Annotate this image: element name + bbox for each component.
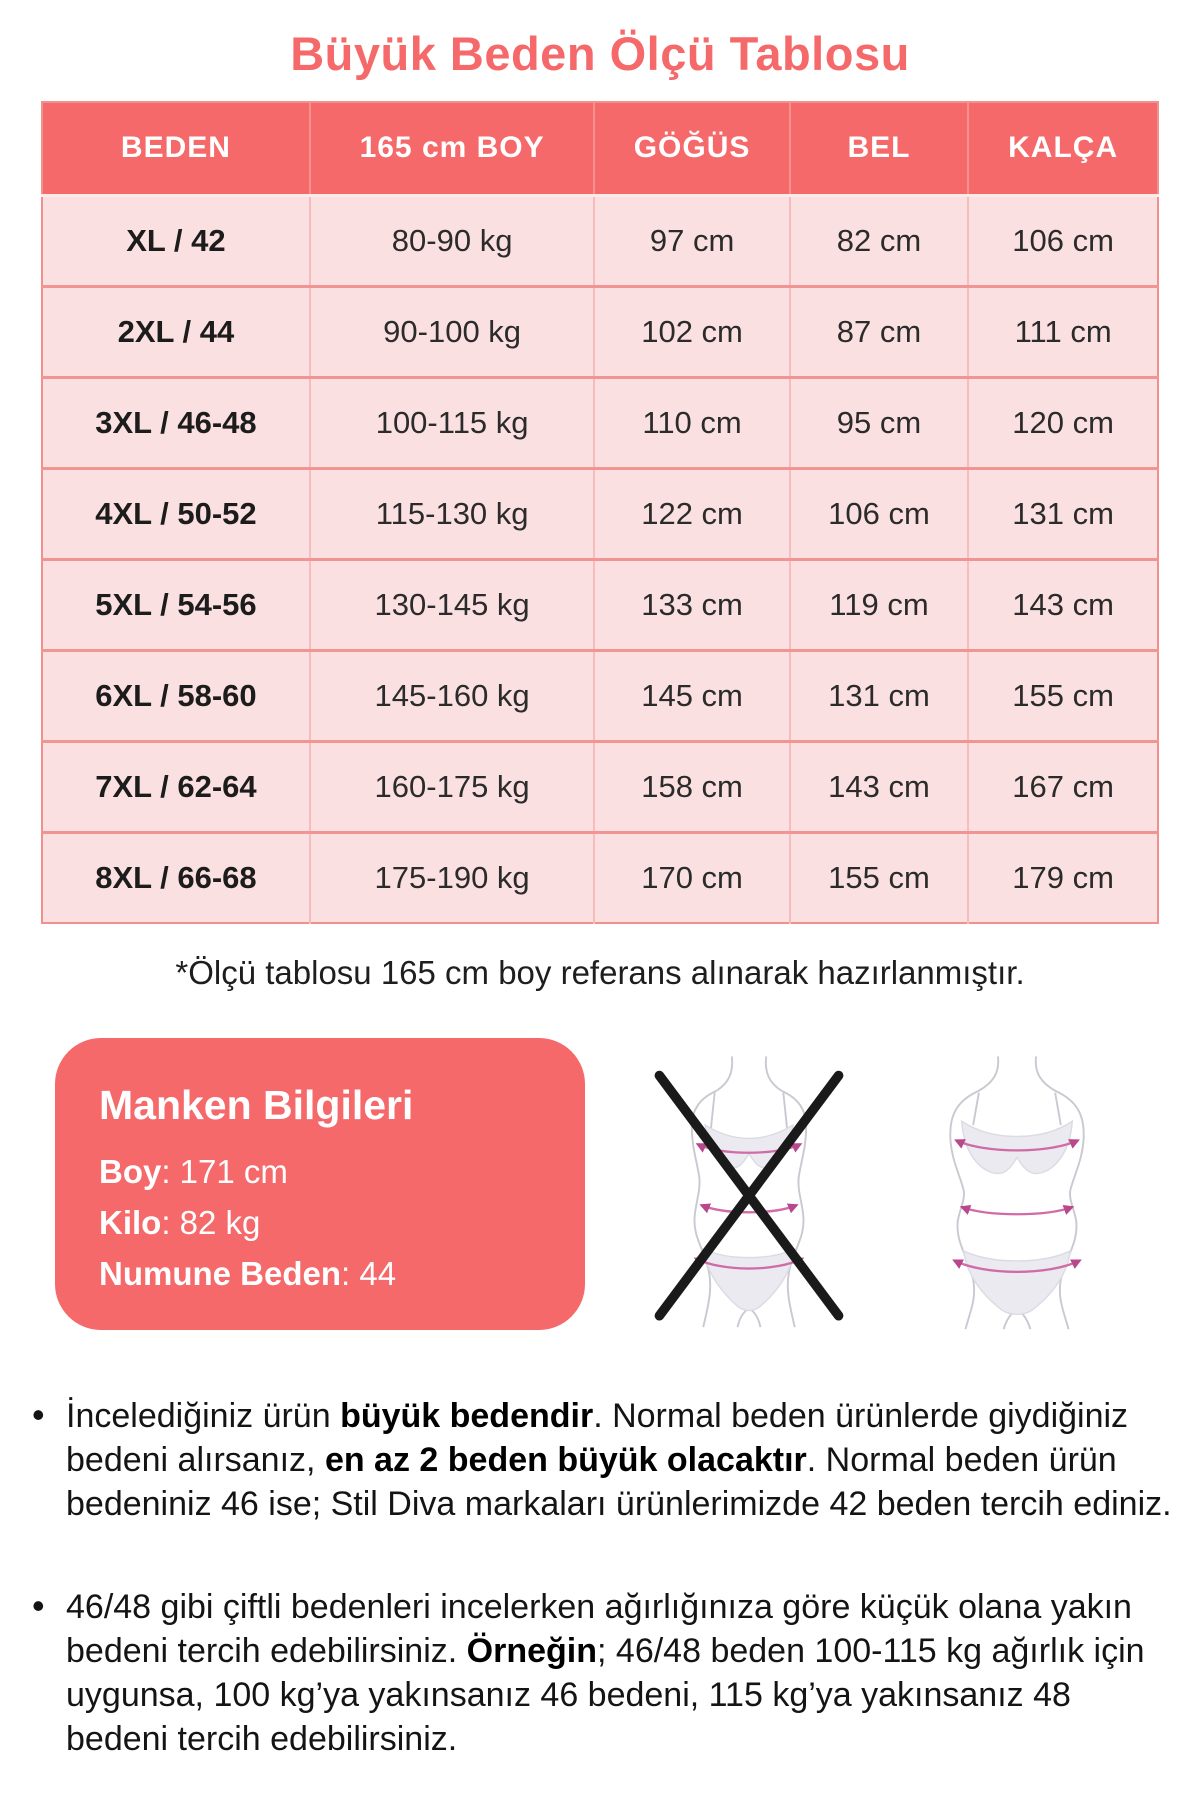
size-cell: 4XL / 50-52 bbox=[42, 468, 310, 559]
measure-cell: 110 cm bbox=[594, 377, 789, 468]
model-info-line: Boy: 171 cm bbox=[99, 1153, 288, 1190]
size-cell: 5XL / 54-56 bbox=[42, 559, 310, 650]
measure-cell: 111 cm bbox=[968, 286, 1158, 377]
measure-cell: 115-130 kg bbox=[310, 468, 595, 559]
measure-cell: 167 cm bbox=[968, 741, 1158, 832]
measure-cell: 131 cm bbox=[968, 468, 1158, 559]
measure-cell: 155 cm bbox=[790, 832, 969, 923]
table-row bbox=[42, 286, 1158, 377]
size-table bbox=[41, 101, 1159, 924]
column-header: BEDEN bbox=[42, 102, 310, 195]
info-bullet: • İncelediğiniz ürün büyük bedendir. Normal beden ürünlerde giydiğiniz bedeni alırsanız, en az 2 beden büyük olacaktır. Normal beden ürün bedeniniz 46 ise; Stil Diva markaları ürünlerimizde 42 beden tercih ediniz. bbox=[30, 1394, 1180, 1527]
measure-cell: 120 cm bbox=[968, 377, 1158, 468]
measure-cell: 95 cm bbox=[790, 377, 969, 468]
info-bullet-list bbox=[30, 1394, 1180, 1761]
size-cell: 6XL / 58-60 bbox=[42, 650, 310, 741]
measure-cell: 97 cm bbox=[594, 195, 789, 286]
table-row bbox=[42, 650, 1158, 741]
size-cell: 7XL / 62-64 bbox=[42, 741, 310, 832]
column-header: GÖĞÜS bbox=[594, 102, 789, 195]
measure-cell: 143 cm bbox=[790, 741, 969, 832]
measure-cell: 143 cm bbox=[968, 559, 1158, 650]
measure-cell: 100-115 kg bbox=[310, 377, 595, 468]
model-info-title: Manken Bilgileri bbox=[99, 1082, 414, 1128]
measure-cell: 122 cm bbox=[594, 468, 789, 559]
table-footnote: *Ölçü tablosu 165 cm boy referans alınarak hazırlanmıştır. bbox=[175, 954, 1025, 991]
size-table-header-row bbox=[42, 102, 1158, 195]
measure-cell: 106 cm bbox=[968, 195, 1158, 286]
model-info-line: Kilo: 82 kg bbox=[99, 1204, 261, 1241]
model-info-section bbox=[55, 1038, 1180, 1330]
size-cell: XL / 42 bbox=[42, 195, 310, 286]
column-header: KALÇA bbox=[968, 102, 1158, 195]
table-row bbox=[42, 559, 1158, 650]
measure-cell: 175-190 kg bbox=[310, 832, 595, 923]
measure-cell: 87 cm bbox=[790, 286, 969, 377]
measure-cell: 130-145 kg bbox=[310, 559, 595, 650]
page-title: Büyük Beden Ölçü Tablosu bbox=[290, 27, 910, 80]
measure-cell: 131 cm bbox=[790, 650, 969, 741]
size-cell: 3XL / 46-48 bbox=[42, 377, 310, 468]
column-header: BEL bbox=[790, 102, 969, 195]
table-row bbox=[42, 195, 1158, 286]
column-header: 165 cm BOY bbox=[310, 102, 595, 195]
plus-size-mannequin-icon bbox=[891, 1045, 1143, 1331]
measure-cell: 155 cm bbox=[968, 650, 1158, 741]
crossed-out-slim-mannequin-icon bbox=[623, 1045, 875, 1331]
table-row bbox=[42, 377, 1158, 468]
measure-cell: 179 cm bbox=[968, 832, 1158, 923]
info-bullet: • 46/48 gibi çiftli bedenleri incelerken ağırlığınıza göre küçük olana yakın bedeni tercih edebilirsiniz. Örneğin; 46/48 beden 100-115 kg ağırlık için uygunsa, 100 kg’ya yakınsanız 46 bedeni, 115 kg’ya yakınsanız 48 bedeni tercih edebilirsiniz. bbox=[30, 1585, 1180, 1762]
size-table-body bbox=[42, 195, 1158, 923]
measure-cell: 160-175 kg bbox=[310, 741, 595, 832]
table-row bbox=[42, 741, 1158, 832]
measure-cell: 106 cm bbox=[790, 468, 969, 559]
measure-cell: 145 cm bbox=[594, 650, 789, 741]
model-info-fields bbox=[99, 1153, 541, 1293]
measure-cell: 158 cm bbox=[594, 741, 789, 832]
table-row bbox=[42, 832, 1158, 923]
size-cell: 2XL / 44 bbox=[42, 286, 310, 377]
model-info-card bbox=[55, 1038, 585, 1330]
measure-cell: 170 cm bbox=[594, 832, 789, 923]
size-cell: 8XL / 66-68 bbox=[42, 832, 310, 923]
measure-cell: 133 cm bbox=[594, 559, 789, 650]
measure-cell: 119 cm bbox=[790, 559, 969, 650]
measure-cell: 90-100 kg bbox=[310, 286, 595, 377]
measurement-figures bbox=[585, 1038, 1180, 1330]
measure-cell: 102 cm bbox=[594, 286, 789, 377]
measure-cell: 145-160 kg bbox=[310, 650, 595, 741]
table-row bbox=[42, 468, 1158, 559]
model-info-line: Numune Beden: 44 bbox=[99, 1255, 397, 1292]
measure-cell: 80-90 kg bbox=[310, 195, 595, 286]
measure-cell: 82 cm bbox=[790, 195, 969, 286]
